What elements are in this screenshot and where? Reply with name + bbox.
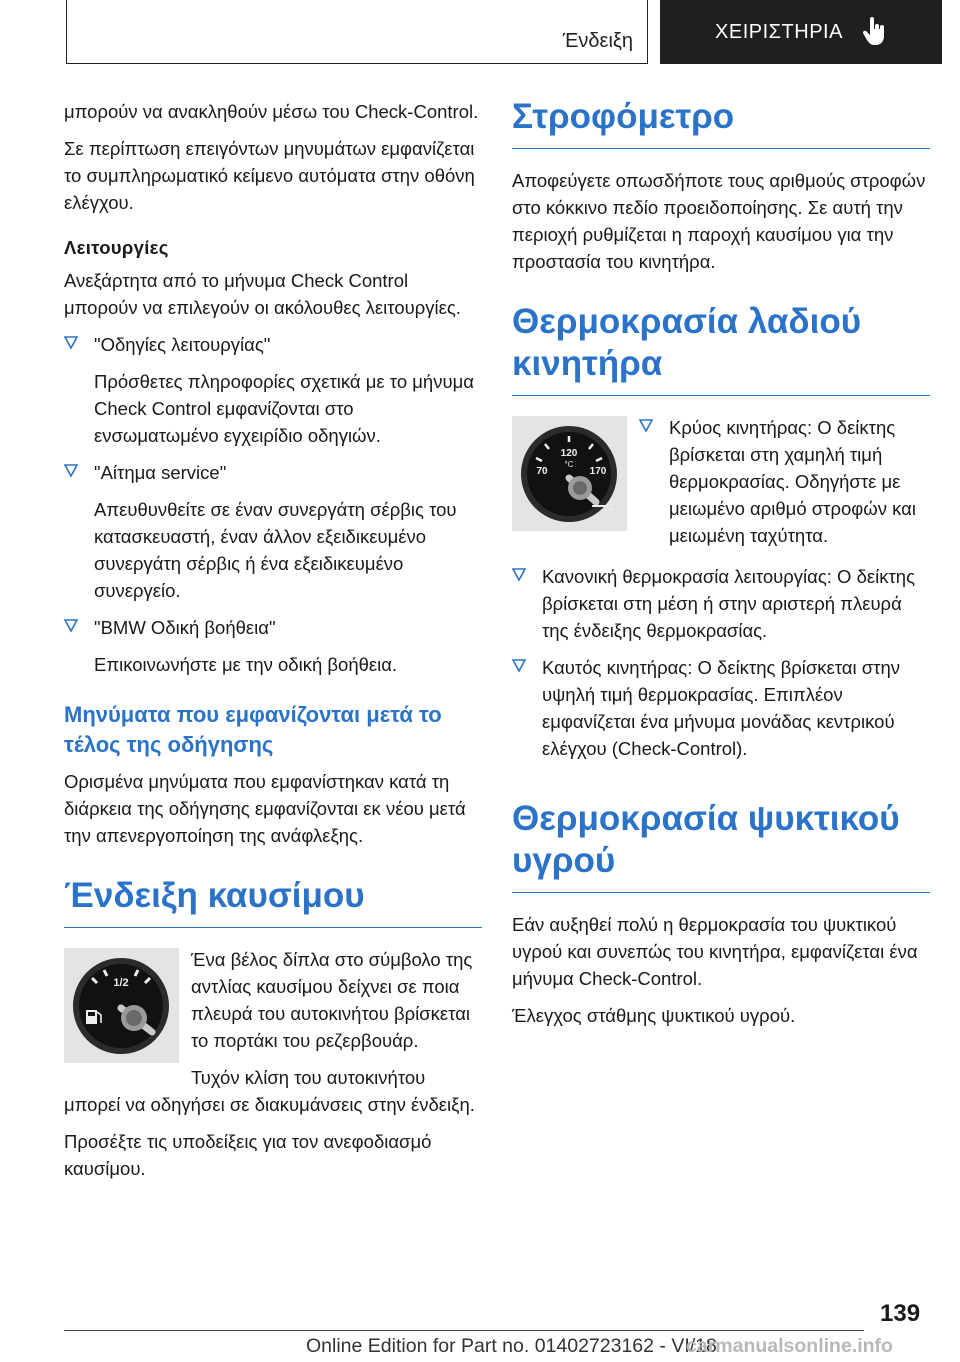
heading-oil-temperature: Θερμοκρασία λαδιού κινητήρα	[512, 301, 930, 396]
triangle-bullet-icon	[64, 336, 78, 350]
header-section-title: Ένδειξη	[562, 30, 633, 52]
paragraph: Εάν αυξηθεί πολύ η θερμοκρασία του ψυκτικού υγρού και συνεπώς του κινητήρα, εμφανίζεται ένα μήνυμα Check-Control.	[512, 914, 918, 989]
left-column	[64, 98, 482, 1192]
paragraph: Ένα βέλος δίπλα στο σύμβολο της αντλίας καυσίμου δείχνει σε ποια πλευρά του αυτοκινήτου βρίσκεται το πορτάκι του ρεζερβουάρ.	[191, 949, 473, 1051]
oil-temperature-gauge-image	[512, 416, 627, 531]
paragraph: Σε περίπτωση επειγόντων μηνυμάτων εμφανίζεται το συμπληρωματικό κείμενο αυτόματα στην οθόνη ελέγχου.	[64, 138, 475, 213]
list-item	[64, 459, 482, 486]
triangle-bullet-icon	[512, 568, 526, 582]
watermark-logo: carmanualsonline.info	[686, 1335, 893, 1357]
oil-gauge-unit-label: °C	[564, 460, 574, 469]
list-item	[512, 654, 930, 762]
oil-gauge-mid-label: 120	[560, 448, 578, 459]
triangle-bullet-icon	[512, 659, 526, 673]
footer-edition: Online Edition for Part no. 01402723162 - VI/18	[306, 1335, 717, 1357]
list-item	[64, 331, 482, 358]
list-item	[639, 414, 930, 549]
oil-gauge-high-label: 170	[589, 466, 607, 477]
paragraph: Προσέξτε τις υποδείξεις για τον ανεφοδιασμό καυσίμου.	[64, 1131, 432, 1179]
list-item-text: Κρύος κινητήρας: Ο δείκτης βρίσκεται στη χαμηλή τιμή θερμοκρασίας. Οδηγήστε με μειωμένο αριθμό στροφών και μειωμένη ταχύτητα.	[669, 417, 916, 546]
paragraph: Ανεξάρτητα από το μήνυμα Check Control μπορούν να επιλεγούν οι ακόλουθες λειτουργίες.	[64, 270, 461, 318]
right-column	[512, 96, 930, 1039]
subheading-functions: Λειτουργίες	[64, 237, 169, 258]
hand-pointer-icon	[861, 17, 887, 47]
triangle-bullet-icon	[64, 619, 78, 633]
list-item-text: Επικοινωνήστε με την οδική βοήθεια.	[94, 654, 398, 675]
paragraph: Έλεγχος στάθμης ψυκτικού υγρού.	[512, 1005, 796, 1026]
fuel-gauge-half-label: 1/2	[113, 977, 129, 989]
list-item-title: "Οδηγίες λειτουργίας"	[94, 334, 271, 355]
header-section-box	[66, 0, 648, 64]
list-item-text: Πρόσθετες πληροφορίες σχετικά με το μήνυμα Check Control εμφανίζονται στο ενσωματωμένο εγχειρίδιο οδηγιών.	[94, 371, 474, 446]
oil-figure-row	[512, 414, 930, 559]
header-chapter-tab[interactable]	[660, 0, 942, 64]
header-chapter-label: ΧΕΙΡΙΣΤΗΡΙΑ	[715, 20, 843, 43]
heading-fuel-gauge: Ένδειξη καυσίμου	[64, 875, 482, 928]
footer-divider	[64, 1330, 864, 1331]
list-item-title: "Αίτημα service"	[94, 462, 227, 483]
list-item-text: Καυτός κινητήρας: Ο δείκτης βρίσκεται στην υψηλή τιμή θερμοκρασίας. Επιπλέον εμφανίζεται ένα μήνυμα μονάδας κεντρικού ελέγχου (Check-Control).	[542, 657, 901, 759]
list-item-text: Κανονική θερμοκρασία λειτουργίας: Ο δείκτης βρίσκεται στη μέση ή στην αριστερή πλευρά της ένδειξης θερμοκρασίας.	[542, 566, 916, 641]
triangle-bullet-icon	[639, 419, 653, 433]
heading-messages-after-drive: Μηνύματα που εμφανίζονται μετά το τέλος της οδήγησης	[64, 702, 442, 757]
list-item	[64, 614, 482, 641]
fuel-gauge-image	[64, 948, 179, 1063]
paragraph: Αποφεύγετε οπωσδήποτε τους αριθμούς στροφών στο κόκκινο πεδίο προειδοποίησης. Σε αυτή την περιοχή ρυθμίζεται η παροχή καυσίμου για την προστασία του κινητήρα.	[512, 170, 926, 272]
oil-figure-text	[639, 414, 930, 559]
paragraph: Ορισμένα μηνύματα που εμφανίστηκαν κατά τη διάρκεια της οδήγησης εμφανίζονται εκ νέου μετά την απενεργοποίηση της ανάφλεξης.	[64, 771, 466, 846]
list-item-title: "BMW Οδική βοήθεια"	[94, 617, 276, 638]
paragraph: μπορούν να ανακληθούν μέσω του Check-Control.	[64, 101, 479, 122]
list-item	[512, 563, 930, 644]
oil-gauge-low-label: 70	[536, 466, 548, 477]
page-number: 139	[880, 1300, 921, 1327]
triangle-bullet-icon	[64, 464, 78, 478]
fuel-figure-row	[64, 946, 482, 1064]
heading-coolant-temperature: Θερμοκρασία ψυκτικού υγρού	[512, 798, 930, 893]
list-item-text: Απευθυνθείτε σε έναν συνεργάτη σέρβις του κατασκευαστή, έναν άλλον εξειδικευμένο συνεργάτη σέρβις ή ένα εξειδικευμένο συνεργείο.	[94, 499, 457, 601]
heading-tachometer: Στροφόμετρο	[512, 96, 930, 149]
fuel-figure-text	[191, 946, 482, 1064]
paragraph: Τυχόν κλίση του αυτοκινήτου μπορεί να οδηγήσει σε διακυμάνσεις στην ένδειξη.	[64, 1067, 475, 1115]
